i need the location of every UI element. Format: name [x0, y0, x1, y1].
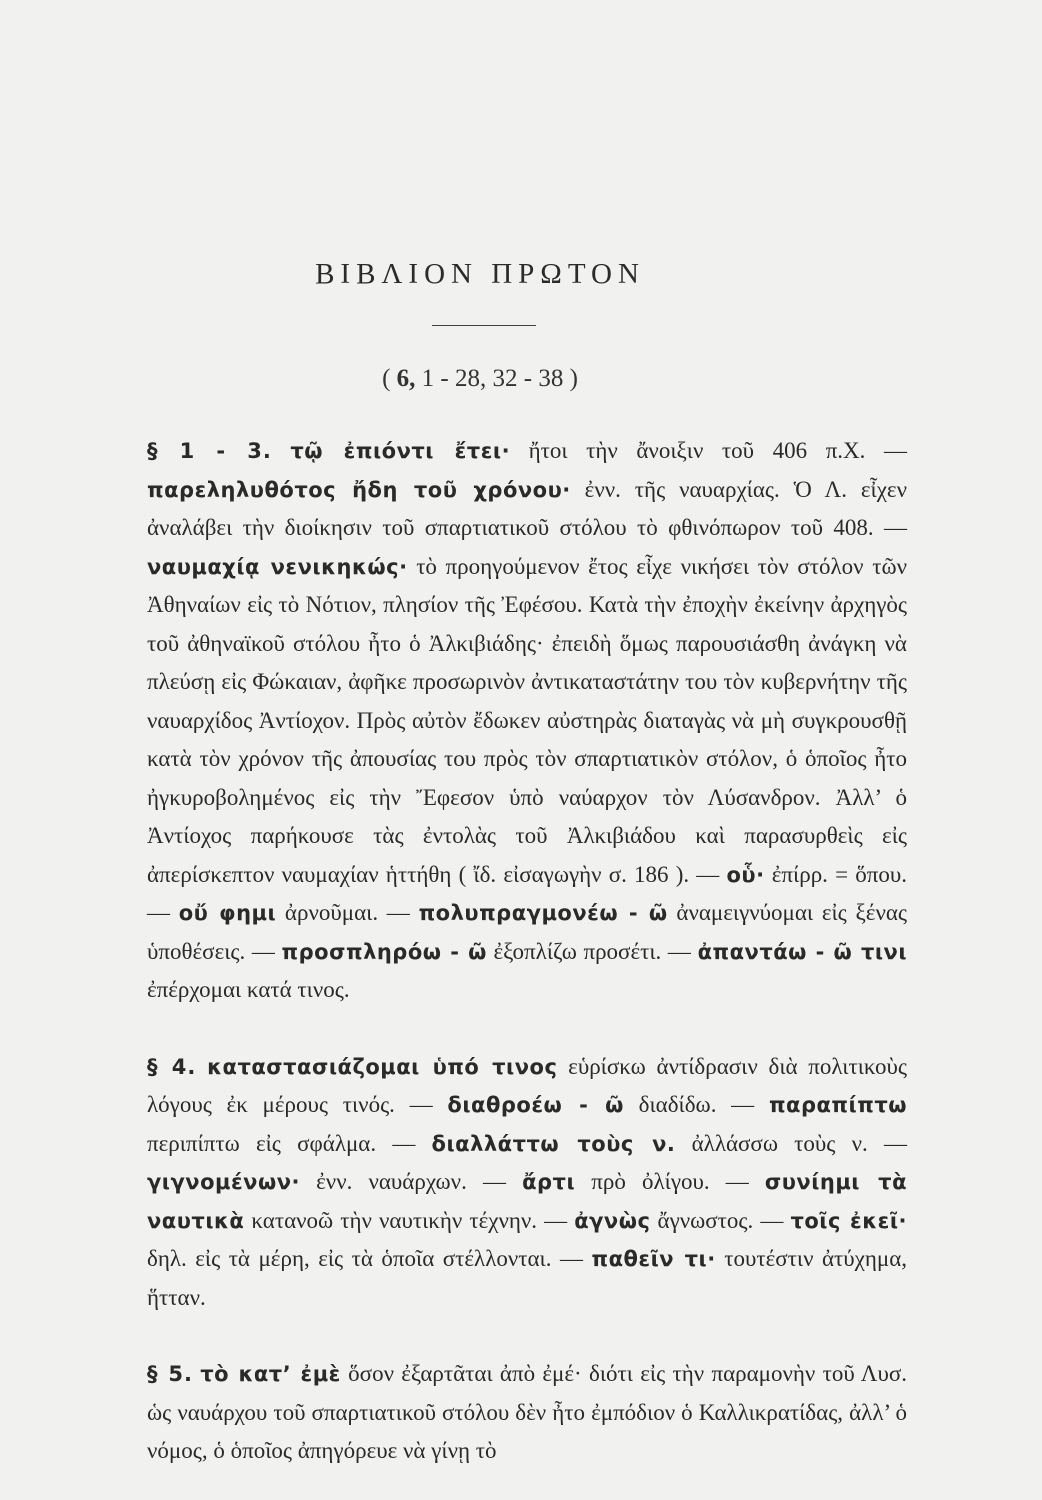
- lemma-term: οὗ·: [726, 862, 765, 887]
- lemma-term: καταστασιάζομαι ὑπό τινος: [207, 1054, 558, 1079]
- gloss-text: ἐπίρρ. = ὅπου. —: [147, 861, 908, 925]
- lemma-term: τῷ ἐπιόντι ἔτει·: [290, 439, 511, 463]
- commentary-paragraph-2: [147, 1048, 907, 1318]
- lemma-term: ἀπαντάω - ῶ τινι: [697, 939, 908, 964]
- section-number: § 4.: [147, 1054, 197, 1079]
- gloss-text: δηλ. εἰς τὰ μέρη, εἰς τὰ ὁποῖα στέλλονται. —: [147, 1246, 592, 1271]
- gloss-text: περιπίπτω εἰς σφάλμα. —: [147, 1130, 432, 1156]
- gloss-text: ἐξοπλίζω προσέτι. —: [486, 938, 698, 964]
- lemma-term: τοῖς ἐκεῖ·: [790, 1208, 907, 1233]
- lemma-term: προσπληρόω - ῶ: [281, 939, 487, 964]
- gloss-text: τουτέστιν ἀτύχημα, ἥτταν.: [147, 1246, 908, 1310]
- gloss-text: ἤτοι τὴν ἄνοιξιν τοῦ 406 π.Χ. —: [510, 438, 907, 463]
- gloss-text: ἄγνωστος. —: [650, 1207, 791, 1233]
- gloss-text: ἐνν. ναυάρχων. —: [300, 1169, 523, 1194]
- lemma-term: ἀγνὼς: [574, 1208, 651, 1233]
- commentary-paragraph-1: [147, 432, 907, 1010]
- gloss-text: [272, 438, 291, 463]
- commentary-paragraph-3: [147, 1355, 907, 1471]
- range-book-number: 6,: [396, 365, 416, 392]
- lemma-term: παθεῖν τι·: [591, 1247, 716, 1271]
- lemma-term: παραπίπτω: [768, 1093, 907, 1117]
- commentary-body: [147, 432, 907, 1471]
- gloss-text: τὸ προηγούμενον ἔτος εἶχε νικήσει τὸν στόλον τῶν Ἀθηναίων εἰς τὸ Νότιον, πλησίον τῆς Ἐφέσου. Κατὰ τὴν ἐποχὴν ἐκείνην ἀρχηγὸς τοῦ ἀθηναϊκοῦ στόλου ἦτο ὁ Ἀλκιβιάδης· ἐπειδὴ ὅμως παρουσιάσθη ἀνάγκη νὰ πλεύσῃ εἰς Φώκαιαν, ἀφῆκε προσωρινὸν ἀντικαταστάτην του τὸν κυβερνήτην τῆς ναυαρχίδος Ἀντίοχον. Πρὸς αὐτὸν ἔδωκεν αὐστηρὰς διαταγὰς νὰ μὴ συγκρουσθῇ κατὰ τὸν χρόνον τῆς ἀπουσίας του πρὸς τὸν σπαρτιατικὸν στόλον, ὁ ὁποῖος ἦτο ἠγκυροβολημένος εἰς τὴν Ἔφεσον ὑπὸ ναύαρχον τὸν Λύσανδρον. Ἀλλ’ ὁ Ἀντίοχος παρήκουσε τὰς ἐντολὰς τοῦ Ἀλκιβιάδου καὶ παρασυρθεὶς εἰς ἀπερίσκεπτον ναυμαχίαν ἡττήθη ( ἴδ. εἰσαγωγὴν σ. 186 ). —: [147, 553, 907, 887]
- gloss-text: κατανοῶ τὴν ναυτικὴν τέχνην. —: [244, 1207, 575, 1233]
- gloss-text: πρὸ ὀλίγου. —: [575, 1169, 765, 1194]
- gloss-text: ἐνν. τῆς ναυαρχίας. Ὁ Λ. εἶχεν ἀναλάβει τὴν διοίκησιν τοῦ σπαρτιατικοῦ στόλου τὸ φθινόπωρον τοῦ 408. —: [147, 476, 907, 540]
- lemma-term: οὔ φημι: [178, 901, 277, 925]
- gloss-text: ἐπέρχομαι κατά τινος.: [147, 977, 350, 1002]
- lemma-term: γιγνομένων·: [147, 1170, 301, 1194]
- lemma-term: τὸ κατ’ ἐμὲ: [200, 1362, 341, 1386]
- lemma-term: πολυπραγμονέω - ῶ: [418, 901, 668, 925]
- lemma-term: συνίημι τὰ ναυτικὰ: [147, 1170, 907, 1233]
- lemma-term: διαθροέω - ῶ: [447, 1093, 624, 1117]
- gloss-text: ἀλλάσσω τοὺς ν. —: [675, 1130, 907, 1156]
- gloss-text: διαδίδω. —: [623, 1092, 769, 1117]
- chapter-range: [0, 365, 960, 393]
- lemma-term: ναυμαχίᾳ νενικηκώς·: [147, 554, 408, 579]
- lemma-term: ἄρτι: [522, 1170, 576, 1194]
- gloss-text: ἀρνοῦμαι. —: [276, 900, 419, 925]
- range-sections: 1 - 28, 32 - 38 ): [415, 365, 578, 392]
- lemma-term: παρεληλυθότος ἤδη τοῦ χρόνου·: [147, 477, 571, 502]
- section-number: § 5.: [147, 1362, 193, 1386]
- book-title: ΒΙΒΛΙΟΝ ΠΡΩΤΟΝ: [315, 258, 645, 290]
- gloss-text: ἀναμειγνύομαι εἰς ξένας ὑποθέσεις. —: [147, 900, 908, 964]
- gloss-text: [196, 1054, 207, 1079]
- section-number: § 1 - 3.: [147, 439, 272, 463]
- gloss-text: εὑρίσκω ἀντίδρασιν διὰ πολιτικοὺς λόγους ἐκ μέρους τινός. —: [147, 1053, 907, 1117]
- range-open: (: [382, 365, 397, 392]
- lemma-term: διαλλάττω τοὺς ν.: [431, 1131, 676, 1156]
- title-rule: [432, 325, 536, 326]
- gloss-text: ὅσον ἐξαρτᾶται ἀπὸ ἐμέ· διότι εἰς τὴν παραμονὴν τοῦ Λυσ. ὡς ναυάρχου τοῦ σπαρτιατικοῦ στόλου δὲν ἦτο ἐμπόδιον ὁ Καλλικρατίδας, ἀλλ’ ὁ νόμος, ὁ ὁποῖος ἀπηγόρευε νὰ γίνῃ τὸ: [147, 1361, 907, 1463]
